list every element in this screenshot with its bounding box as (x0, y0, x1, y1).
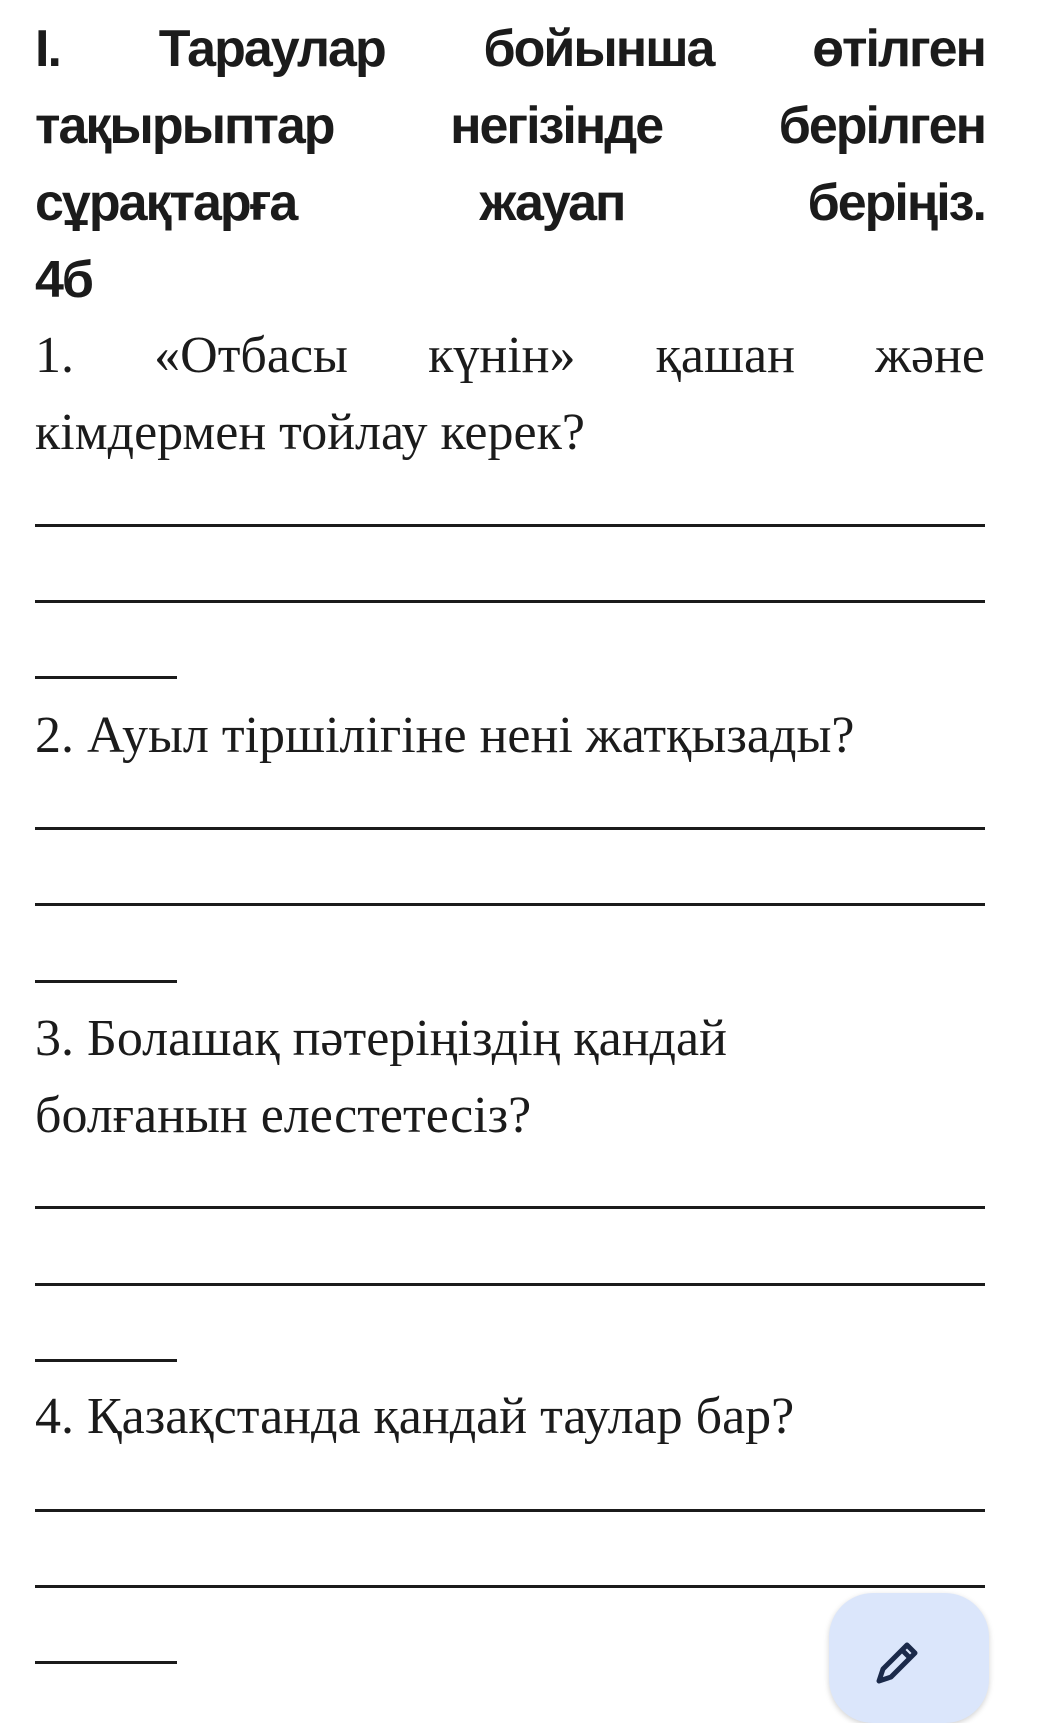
question-2 (35, 697, 985, 774)
question-3 (35, 1000, 985, 1154)
question-3-line-1 (35, 1000, 985, 1077)
question-word: қашан (655, 327, 795, 384)
answer-line[interactable] (35, 1206, 985, 1209)
answer-line[interactable] (35, 600, 985, 603)
question-text: 2. Ауыл тіршілігіне нені жатқызады? (35, 707, 855, 764)
question-2-line-1 (35, 697, 985, 774)
question-1-line-1 (35, 317, 985, 394)
answer-line[interactable] (35, 1661, 177, 1664)
question-text: кімдермен тойлау керек? (35, 404, 585, 461)
question-text: болғанын елестетесіз? (35, 1087, 532, 1144)
question-word: және (875, 327, 985, 384)
question-text: 3. Болашақ пәтеріңіздің қандай (35, 1010, 727, 1067)
answer-line[interactable] (35, 1509, 985, 1512)
answer-line[interactable] (35, 903, 985, 906)
question-text: 4. Қазақстанда қандай таулар бар? (35, 1388, 795, 1445)
question-1 (35, 317, 985, 471)
points-label: 4б (35, 251, 93, 309)
heading-line-1 (35, 11, 985, 88)
answer-line[interactable] (35, 676, 177, 679)
question-4-line-1 (35, 1378, 985, 1455)
question-1-line-2 (35, 394, 985, 471)
heading-points (35, 242, 985, 319)
answer-line[interactable] (35, 980, 177, 983)
heading-word: беріңіз. (807, 174, 985, 232)
answer-line[interactable] (35, 1359, 177, 1362)
answer-line[interactable] (35, 827, 985, 830)
heading-word: жауап (479, 174, 625, 232)
pencil-icon (871, 1637, 923, 1689)
heading-word: берілген (778, 97, 985, 155)
question-word: «Отбасы (154, 327, 348, 384)
answer-line[interactable] (35, 1585, 985, 1588)
question-3-line-2 (35, 1077, 985, 1154)
heading-line-3 (35, 165, 985, 242)
question-word: күнін» (428, 327, 576, 384)
heading-line-2 (35, 88, 985, 165)
answer-line[interactable] (35, 1283, 985, 1286)
heading-word: I. (35, 20, 60, 78)
edit-button[interactable] (829, 1593, 989, 1723)
heading-word: бойынша (483, 20, 714, 78)
heading-word: тақырыптар (35, 97, 334, 155)
heading-word: Тараулар (158, 20, 385, 78)
heading-word: негізінде (450, 97, 663, 155)
section-heading (35, 11, 985, 319)
question-word: 1. (35, 327, 74, 384)
answer-line[interactable] (35, 524, 985, 527)
heading-word: өтілген (812, 20, 985, 78)
heading-word: сұрақтарға (35, 174, 297, 232)
question-4 (35, 1378, 985, 1455)
